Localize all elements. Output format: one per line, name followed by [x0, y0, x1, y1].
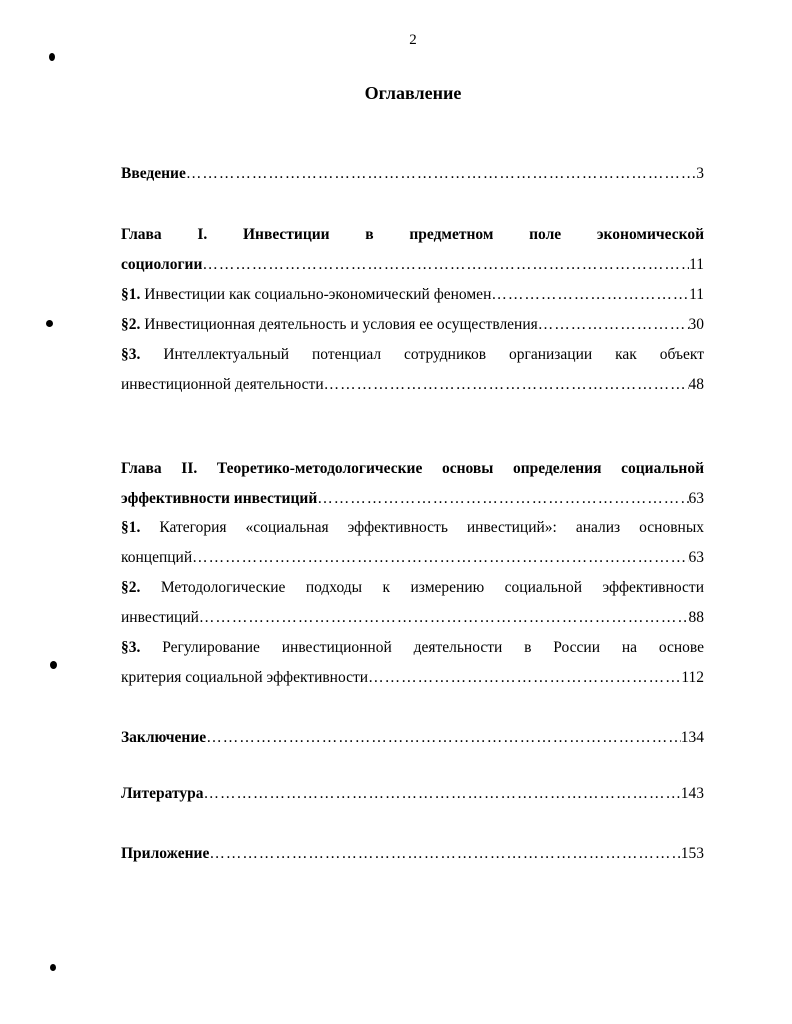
toc-entry-ch1-section-2[interactable] — [121, 310, 704, 340]
dot-leader — [538, 310, 689, 340]
toc-page: 30 — [688, 316, 704, 333]
toc-page: 3 — [696, 165, 704, 182]
toc-label: эффективности инвестиций — [121, 490, 318, 507]
section-number: §3. — [121, 639, 141, 656]
toc-label: Регулирование инвестиционной деятельности в России на основе — [162, 639, 704, 656]
toc-entry-ch2-section-2[interactable] — [121, 573, 704, 633]
toc-label: социологии — [121, 256, 203, 273]
dot-leader — [368, 663, 681, 693]
toc-entry-chapter-1[interactable] — [121, 220, 704, 280]
toc-label: Категория «социальная эффективность инвестиций»: анализ основных — [159, 519, 704, 536]
toc-label: Литература — [121, 785, 204, 802]
section-number: §3. — [121, 346, 141, 363]
section-number: §2. — [121, 579, 141, 596]
toc-page: 153 — [680, 845, 704, 862]
toc-entry-ch2-section-1[interactable] — [121, 513, 704, 573]
toc-label: Приложение — [121, 845, 210, 862]
dot-leader — [202, 250, 689, 280]
toc-label-cont: инвестиционной деятельности — [121, 376, 324, 393]
section-number: §1. — [121, 519, 141, 536]
scan-speck — [50, 661, 57, 669]
toc-page: 63 — [688, 490, 704, 507]
chapter-title-line: Глава II. Теоретико-методологические основы определения социальной — [121, 460, 704, 477]
dot-leader — [209, 839, 680, 869]
toc-entry-literature[interactable] — [121, 779, 704, 809]
toc-label: Введение — [121, 165, 186, 182]
toc-page: 48 — [688, 376, 704, 393]
toc-page: 88 — [688, 609, 704, 626]
toc-page: 11 — [689, 256, 704, 273]
toc-label: Методологические подходы к измерению социальной эффективности — [160, 579, 704, 596]
scan-speck — [46, 320, 53, 327]
scan-speck — [49, 53, 55, 61]
toc-label-cont: критерия социальной эффективности — [121, 669, 369, 686]
toc-entry-ch1-section-1[interactable] — [121, 280, 704, 310]
scan-speck — [50, 964, 56, 971]
toc-page: 11 — [689, 286, 704, 303]
toc-label-cont: инвестиций — [121, 609, 199, 626]
toc-label: Инвестиционная деятельность и условия ее осуществления — [144, 316, 538, 333]
dot-leader — [203, 779, 680, 809]
dot-leader — [192, 543, 688, 573]
toc-label: Интеллектуальный потенциал сотрудников организации как объект — [163, 346, 705, 363]
dot-leader — [186, 159, 696, 189]
toc-label: Инвестиции как социально-экономический феномен — [144, 286, 492, 303]
toc-entry-ch1-section-3[interactable] — [121, 340, 704, 400]
dot-leader — [491, 280, 689, 310]
toc-entry-chapter-2[interactable] — [121, 454, 704, 514]
toc-label: Заключение — [121, 729, 207, 746]
toc-entry-appendix[interactable] — [121, 839, 704, 869]
toc-page: 63 — [688, 549, 704, 566]
toc-title: Оглавление — [364, 83, 462, 103]
section-number: §1. — [121, 286, 141, 303]
dot-leader — [199, 603, 689, 633]
dot-leader — [317, 484, 688, 514]
section-number: §2. — [121, 316, 141, 333]
page-number: 2 — [409, 32, 417, 48]
toc-entry-intro[interactable] — [121, 159, 704, 189]
toc-label-cont: концепций — [121, 549, 193, 566]
toc-page: 143 — [680, 785, 704, 802]
toc-entry-conclusion[interactable] — [121, 723, 704, 753]
dot-leader — [206, 723, 681, 753]
chapter-title-line: Глава I. Инвестиции в предметном поле экономической — [121, 226, 704, 243]
toc-page: 134 — [680, 729, 704, 746]
toc-entry-ch2-section-3[interactable] — [121, 633, 704, 693]
dot-leader — [324, 370, 689, 400]
toc-page: 112 — [681, 669, 704, 686]
